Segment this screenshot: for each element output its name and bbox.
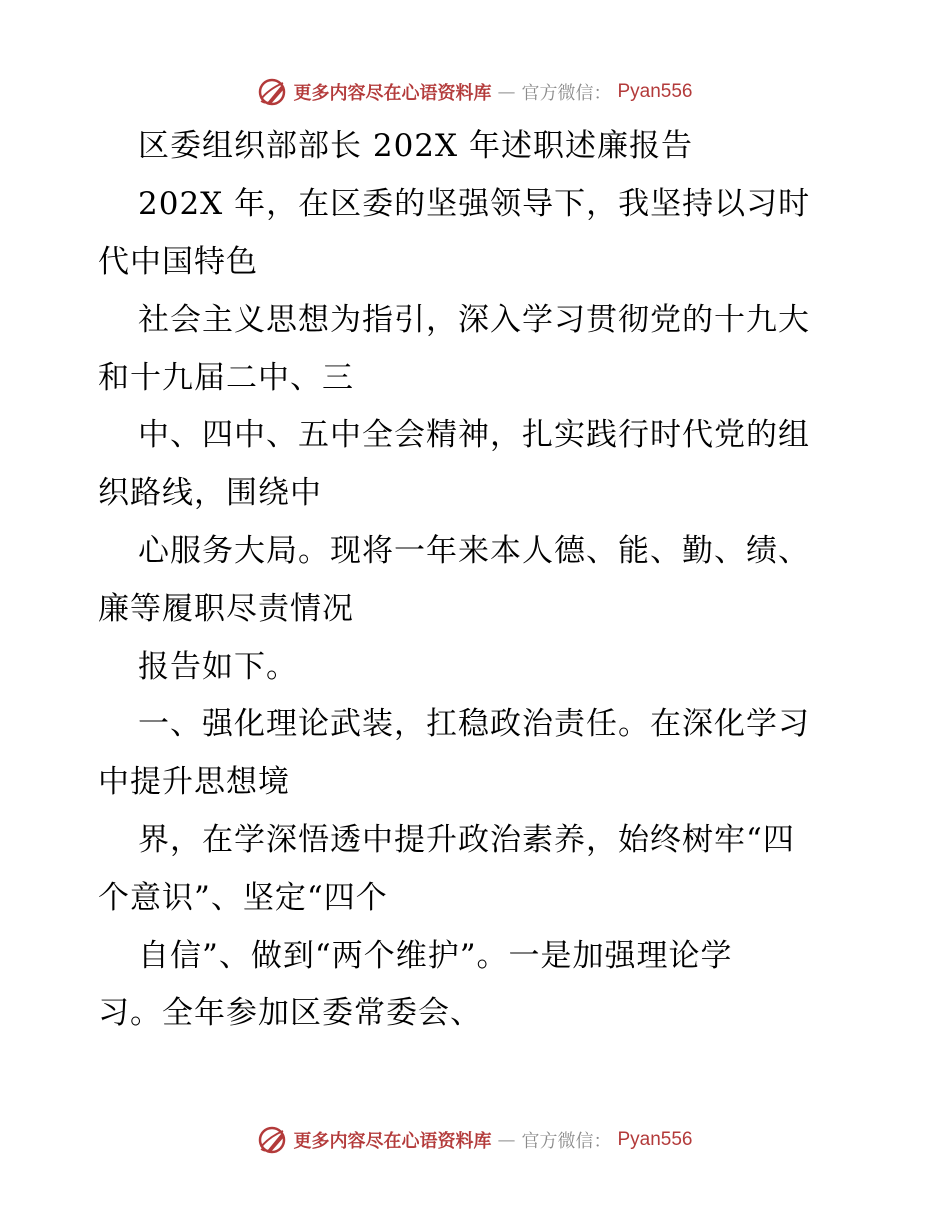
document-body [98,118,858,1043]
watermark-dash: — [497,81,516,103]
paragraph-line: 自信”、做到“两个维护”。一是加强理论学 [138,937,733,974]
watermark-site-text: 更多内容尽在心语资料库 [293,83,492,104]
paragraph-line: 社会主义思想为指引，深入学习贯彻党的十九大 [138,301,810,338]
paragraph-line: 和十九届二中、三 [98,359,354,396]
footer-watermark [0,1120,950,1160]
watermark-dash: — [497,1129,516,1151]
section-heading-line: 一、强化理论武装，扛稳政治责任。在深化学习 [138,706,810,743]
paragraph-line: 织路线，围绕中 [98,475,322,512]
paragraph-line: 廉等履职尽责情况 [98,590,354,627]
paragraph-line: 中提升思想境 [98,764,290,801]
paragraph-line: 心服务大局。现将一年来本人德、能、勤、绩、 [138,532,810,569]
watermark-wechat-id: Pyan556 [617,1129,693,1150]
watermark-wechat-label: 官方微信： [521,83,612,104]
paragraph-line: 中、四中、五中全会精神，扎实践行时代党的组 [138,417,810,454]
document-title: 区委组织部部长 202X 年述职述廉报告 [138,128,693,165]
watermark-wechat-label: 官方微信： [521,1131,612,1152]
watermark-wechat-id: Pyan556 [617,81,693,102]
paragraph-line: 个意识”、坚定“四个 [98,879,388,916]
paragraph-line: 代中国特色 [98,243,258,280]
paragraph-line: 报告如下。 [138,648,298,685]
header-watermark [0,72,950,112]
watermark-site-text: 更多内容尽在心语资料库 [293,1131,492,1152]
paragraph-line: 202X 年，在区委的坚强领导下，我坚持以习时 [138,186,811,223]
paragraph-line: 界，在学深悟透中提升政治素养，始终树牢“四 [138,821,795,858]
pen-logo-icon [257,1125,287,1155]
paragraph-line: 习。全年参加区委常委会、 [98,995,482,1032]
pen-logo-icon [257,77,287,107]
